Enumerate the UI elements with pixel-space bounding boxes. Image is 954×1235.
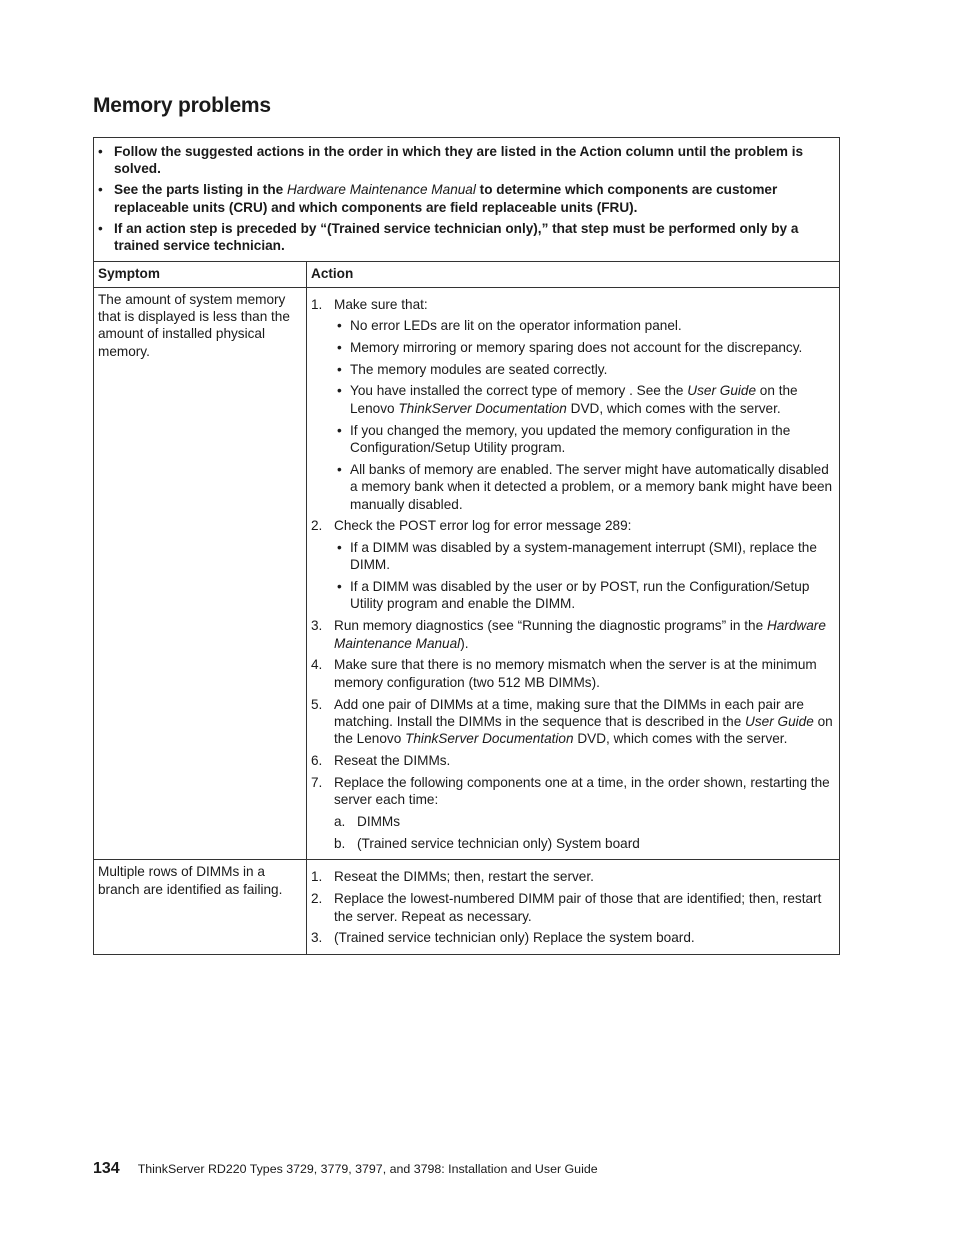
text-run: See the parts listing in the bbox=[114, 182, 287, 198]
step-text bbox=[334, 697, 833, 747]
symptom-cell: The amount of system memory that is displayed is less than the amount of installed physical memory. bbox=[94, 288, 307, 860]
emphasis-text: User Guide bbox=[687, 383, 757, 399]
step-alpha-item bbox=[334, 835, 835, 852]
step-number: 1. bbox=[311, 296, 323, 312]
step-subitem bbox=[334, 461, 835, 513]
step-number: 3. bbox=[311, 930, 323, 946]
text-run: Replace the following components one at a time, in the order shown, restarting the server each time: bbox=[334, 775, 830, 808]
step-number: 5. bbox=[311, 696, 323, 712]
action-step bbox=[311, 696, 835, 748]
emphasis-text: Hardware Maintenance Manual bbox=[334, 618, 826, 651]
footer-doc-title: ThinkServer RD220 Types 3729, 3779, 3797, and 3798: Installation and User Guide bbox=[137, 1162, 598, 1176]
step-subitem bbox=[334, 317, 835, 334]
step-sublist bbox=[334, 539, 835, 613]
alpha-text: DIMMs bbox=[357, 813, 401, 829]
step-subitem bbox=[334, 339, 835, 356]
table-row bbox=[94, 860, 839, 954]
step-number: 3. bbox=[311, 618, 323, 634]
step-text bbox=[334, 753, 450, 768]
action-step bbox=[311, 890, 835, 925]
text-run: The memory modules are seated correctly. bbox=[350, 361, 608, 377]
step-sublist bbox=[334, 317, 835, 513]
action-step bbox=[311, 656, 835, 691]
step-number: 2. bbox=[311, 891, 323, 907]
memory-problems-table bbox=[93, 137, 840, 955]
emphasis-text: ThinkServer Documentation bbox=[405, 731, 574, 747]
step-text bbox=[334, 775, 830, 807]
symptom-cell: Multiple rows of DIMMs in a branch are identified as failing. bbox=[94, 860, 307, 954]
step-alpha-item bbox=[334, 813, 835, 830]
text-run: ). bbox=[460, 635, 469, 651]
text-run: DVD, which comes with the server. bbox=[566, 400, 781, 416]
symptom-header: Symptom bbox=[94, 262, 307, 286]
text-run: Check the POST error log for error message 289: bbox=[334, 518, 632, 534]
text-run: Run memory diagnostics (see “Running the diagnostic programs” in the bbox=[334, 618, 767, 634]
step-subitem bbox=[334, 422, 835, 457]
step-alpha-list bbox=[334, 813, 835, 852]
step-subitem bbox=[334, 382, 835, 417]
action-step bbox=[311, 774, 835, 852]
table-note bbox=[97, 181, 833, 215]
action-steps bbox=[311, 868, 835, 946]
step-subitem bbox=[334, 578, 835, 613]
step-subitem bbox=[334, 361, 835, 378]
text-run: Follow the suggested actions in the order in which they are listed in the Action column until the problem is solved. bbox=[114, 144, 804, 177]
step-subitem bbox=[334, 539, 835, 574]
step-number: 2. bbox=[311, 518, 323, 534]
alpha-marker: b. bbox=[334, 835, 346, 851]
step-text bbox=[334, 869, 594, 884]
action-step bbox=[311, 868, 835, 885]
table-note bbox=[97, 220, 833, 254]
action-step bbox=[311, 929, 835, 946]
action-cell bbox=[307, 288, 839, 860]
text-run: If a DIMM was disabled by a system-management interrupt (SMI), replace the DIMM. bbox=[350, 539, 817, 573]
text-run: Make sure that there is no memory mismatch when the server is at the minimum memory configuration (two 512 MB DIMMs). bbox=[334, 657, 817, 690]
alpha-marker: a. bbox=[334, 813, 346, 829]
text-run: on the Lenovo bbox=[350, 383, 798, 416]
text-run: Add one pair of DIMMs at a time, making sure that the DIMMs in each pair are matching. Install the DIMMs in the sequence that is described in the bbox=[334, 696, 804, 730]
alpha-text: (Trained service technician only) System board bbox=[357, 835, 640, 851]
text-run: DVD, which comes with the server. bbox=[573, 731, 788, 747]
table-row bbox=[94, 288, 839, 861]
page-number: 134 bbox=[93, 1160, 120, 1177]
step-text bbox=[334, 891, 821, 923]
action-steps bbox=[311, 296, 835, 852]
text-run: If a DIMM was disabled by the user or by POST, run the Configuration/Setup Utility program and enable the DIMM. bbox=[350, 579, 810, 612]
text-run: Make sure that: bbox=[334, 296, 428, 312]
text-run: to determine which components are customer replaceable units (CRU) and which components are field replaceable units (FRU). bbox=[114, 182, 778, 215]
text-run: No error LEDs are lit on the operator information panel. bbox=[350, 318, 682, 334]
text-run: on the Lenovo bbox=[334, 714, 833, 747]
table-header-row bbox=[94, 262, 839, 287]
step-text bbox=[334, 297, 428, 312]
action-step bbox=[311, 752, 835, 769]
action-step bbox=[311, 296, 835, 513]
table-notes bbox=[94, 138, 839, 262]
action-step bbox=[311, 517, 835, 612]
action-cell bbox=[307, 860, 839, 954]
step-text bbox=[334, 657, 817, 689]
step-text bbox=[334, 618, 826, 650]
text-run: (Trained service technician only) Replace the system board. bbox=[334, 930, 695, 946]
step-number: 4. bbox=[311, 657, 323, 673]
text-run: Reseat the DIMMs; then, restart the server. bbox=[334, 869, 594, 885]
text-run: You have installed the correct type of memory . See the bbox=[350, 383, 688, 399]
step-number: 6. bbox=[311, 753, 323, 769]
action-step bbox=[311, 617, 835, 652]
emphasis-text: ThinkServer Documentation bbox=[398, 400, 567, 416]
step-number: 7. bbox=[311, 775, 323, 791]
text-run: Memory mirroring or memory sparing does not account for the discrepancy. bbox=[350, 339, 803, 355]
page-title: Memory problems bbox=[93, 94, 271, 117]
table-note bbox=[97, 143, 833, 177]
page-footer bbox=[93, 1160, 598, 1178]
emphasis-text: Hardware Maintenance Manual bbox=[286, 182, 476, 198]
step-number: 1. bbox=[311, 869, 323, 885]
text-run: Replace the lowest-numbered DIMM pair of those that are identified; then, restart the server. Repeat as necessary. bbox=[334, 891, 822, 924]
text-run: All banks of memory are enabled. The server might have automatically disabled a memory bank when it detected a problem, or a memory bank might have been manually disabled. bbox=[350, 461, 833, 512]
step-text bbox=[334, 518, 631, 533]
action-header: Action bbox=[311, 266, 354, 282]
text-run: Reseat the DIMMs. bbox=[334, 753, 451, 769]
emphasis-text: User Guide bbox=[745, 714, 814, 730]
text-run: If an action step is preceded by “(Trained service technician only),” that step must be performed only by a trained service technician. bbox=[114, 220, 799, 254]
text-run: If you changed the memory, you updated the memory configuration in the Configuration/Setup Utility program. bbox=[350, 422, 791, 456]
step-text bbox=[334, 930, 695, 945]
